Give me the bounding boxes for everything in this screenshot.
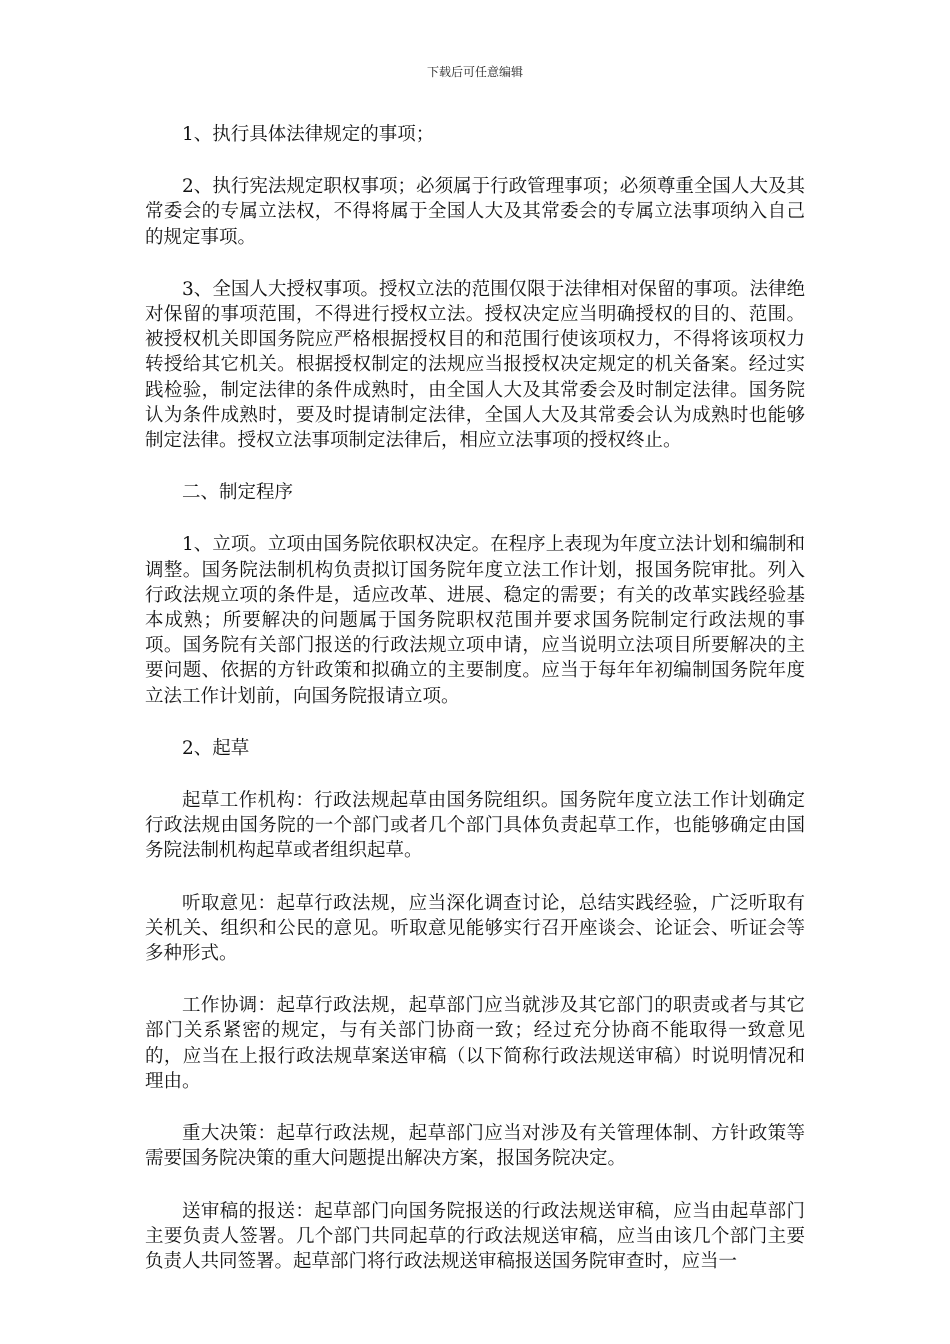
paragraph-item-1: 1、执行具体法律规定的事项； xyxy=(182,124,435,145)
paragraph-item-project-approval: 1、立项。立项由国务院依职权决定。在程序上表现为年度立法计划和编制和调整。国务院法制机构负责拟订国务院年度立法工作计划，报国务院审批。列入行政法规立项的条件是，适应改革、进展、稳定的需要；有关的改革实践经验基本成熟；所要解决的问题属于国务院职权范围并要求国务院制定行政法规的事项。国务院有关部门报送的行政法规立项申请，应当说明立法项目所要解决的主要问题、依据的方针政策和拟确立的主要制度。应当于每年年初编制国务院年度立法工作计划前，向国务院报请立项。 xyxy=(145,534,805,707)
document-body xyxy=(145,122,805,1274)
subheading-drafting: 2、起草 xyxy=(182,737,250,759)
paragraph-item-2: 2、执行宪法规定职权事项；必须属于行政管理事项；必须尊重全国人大及其常委会的专属立法权，不得将属于全国人大及其常委会的专属立法事项纳入自己的规定事项。 xyxy=(145,176,805,248)
paragraph-major-decisions: 重大决策：起草行政法规，起草部门应当对涉及有关管理体制、方针政策等需要国务院决策的重大问题提出解决方案，报国务院决定。 xyxy=(145,1123,805,1170)
paragraph-work-coordination: 工作协调：起草行政法规，起草部门应当就涉及其它部门的职责或者与其它部门关系紧密的规定，与有关部门协商一致；经过充分协商不能取得一致意见的，应当在上报行政法规草案送审稿（以下简称行政法规送审稿）时说明情况和理由。 xyxy=(145,995,805,1092)
paragraph-hearing-opinions: 听取意见：起草行政法规，应当深化调查讨论，总结实践经验，广泛听取有关机关、组织和公民的意见。听取意见能够实行召开座谈会、论证会、听证会等多种形式。 xyxy=(145,892,805,965)
section-heading-procedure: 二、制定程序 xyxy=(182,482,294,504)
page-header-note: 下载后可任意编辑 xyxy=(426,65,523,79)
paragraph-item-3: 3、全国人大授权事项。授权立法的范围仅限于法律相对保留的事项。法律绝对保留的事项范围，不得进行授权立法。授权决定应当明确授权的目的、范围。被授权机关即国务院应严格根据授权目的和范围行使该项权力，不得将该项权力转授给其它机关。根据授权制定的法规应当报授权决定规定的机关备案。经过实践检验，制定法律的条件成熟时，由全国人大及其常委会及时制定法律。国务院认为条件成熟时，要及时提请制定法律，全国人大及其常委会认为成熟时也能够制定法律。授权立法事项制定法律后，相应立法事项的授权终止。 xyxy=(145,278,805,452)
paragraph-drafting-body: 起草工作机构：行政法规起草由国务院组织。国务院年度立法工作计划确定行政法规由国务院的一个部门或者几个部门具体负责起草工作，也能够确定由国务院法制机构起草或者组织起草。 xyxy=(145,790,805,862)
paragraph-submission: 送审稿的报送：起草部门向国务院报送的行政法规送审稿，应当由起草部门主要负责人签署。几个部门共同起草的行政法规送审稿，应当由该几个部门主要负责人共同签署。起草部门将行政法规送审稿报送国务院审查时，应当一 xyxy=(145,1200,805,1272)
